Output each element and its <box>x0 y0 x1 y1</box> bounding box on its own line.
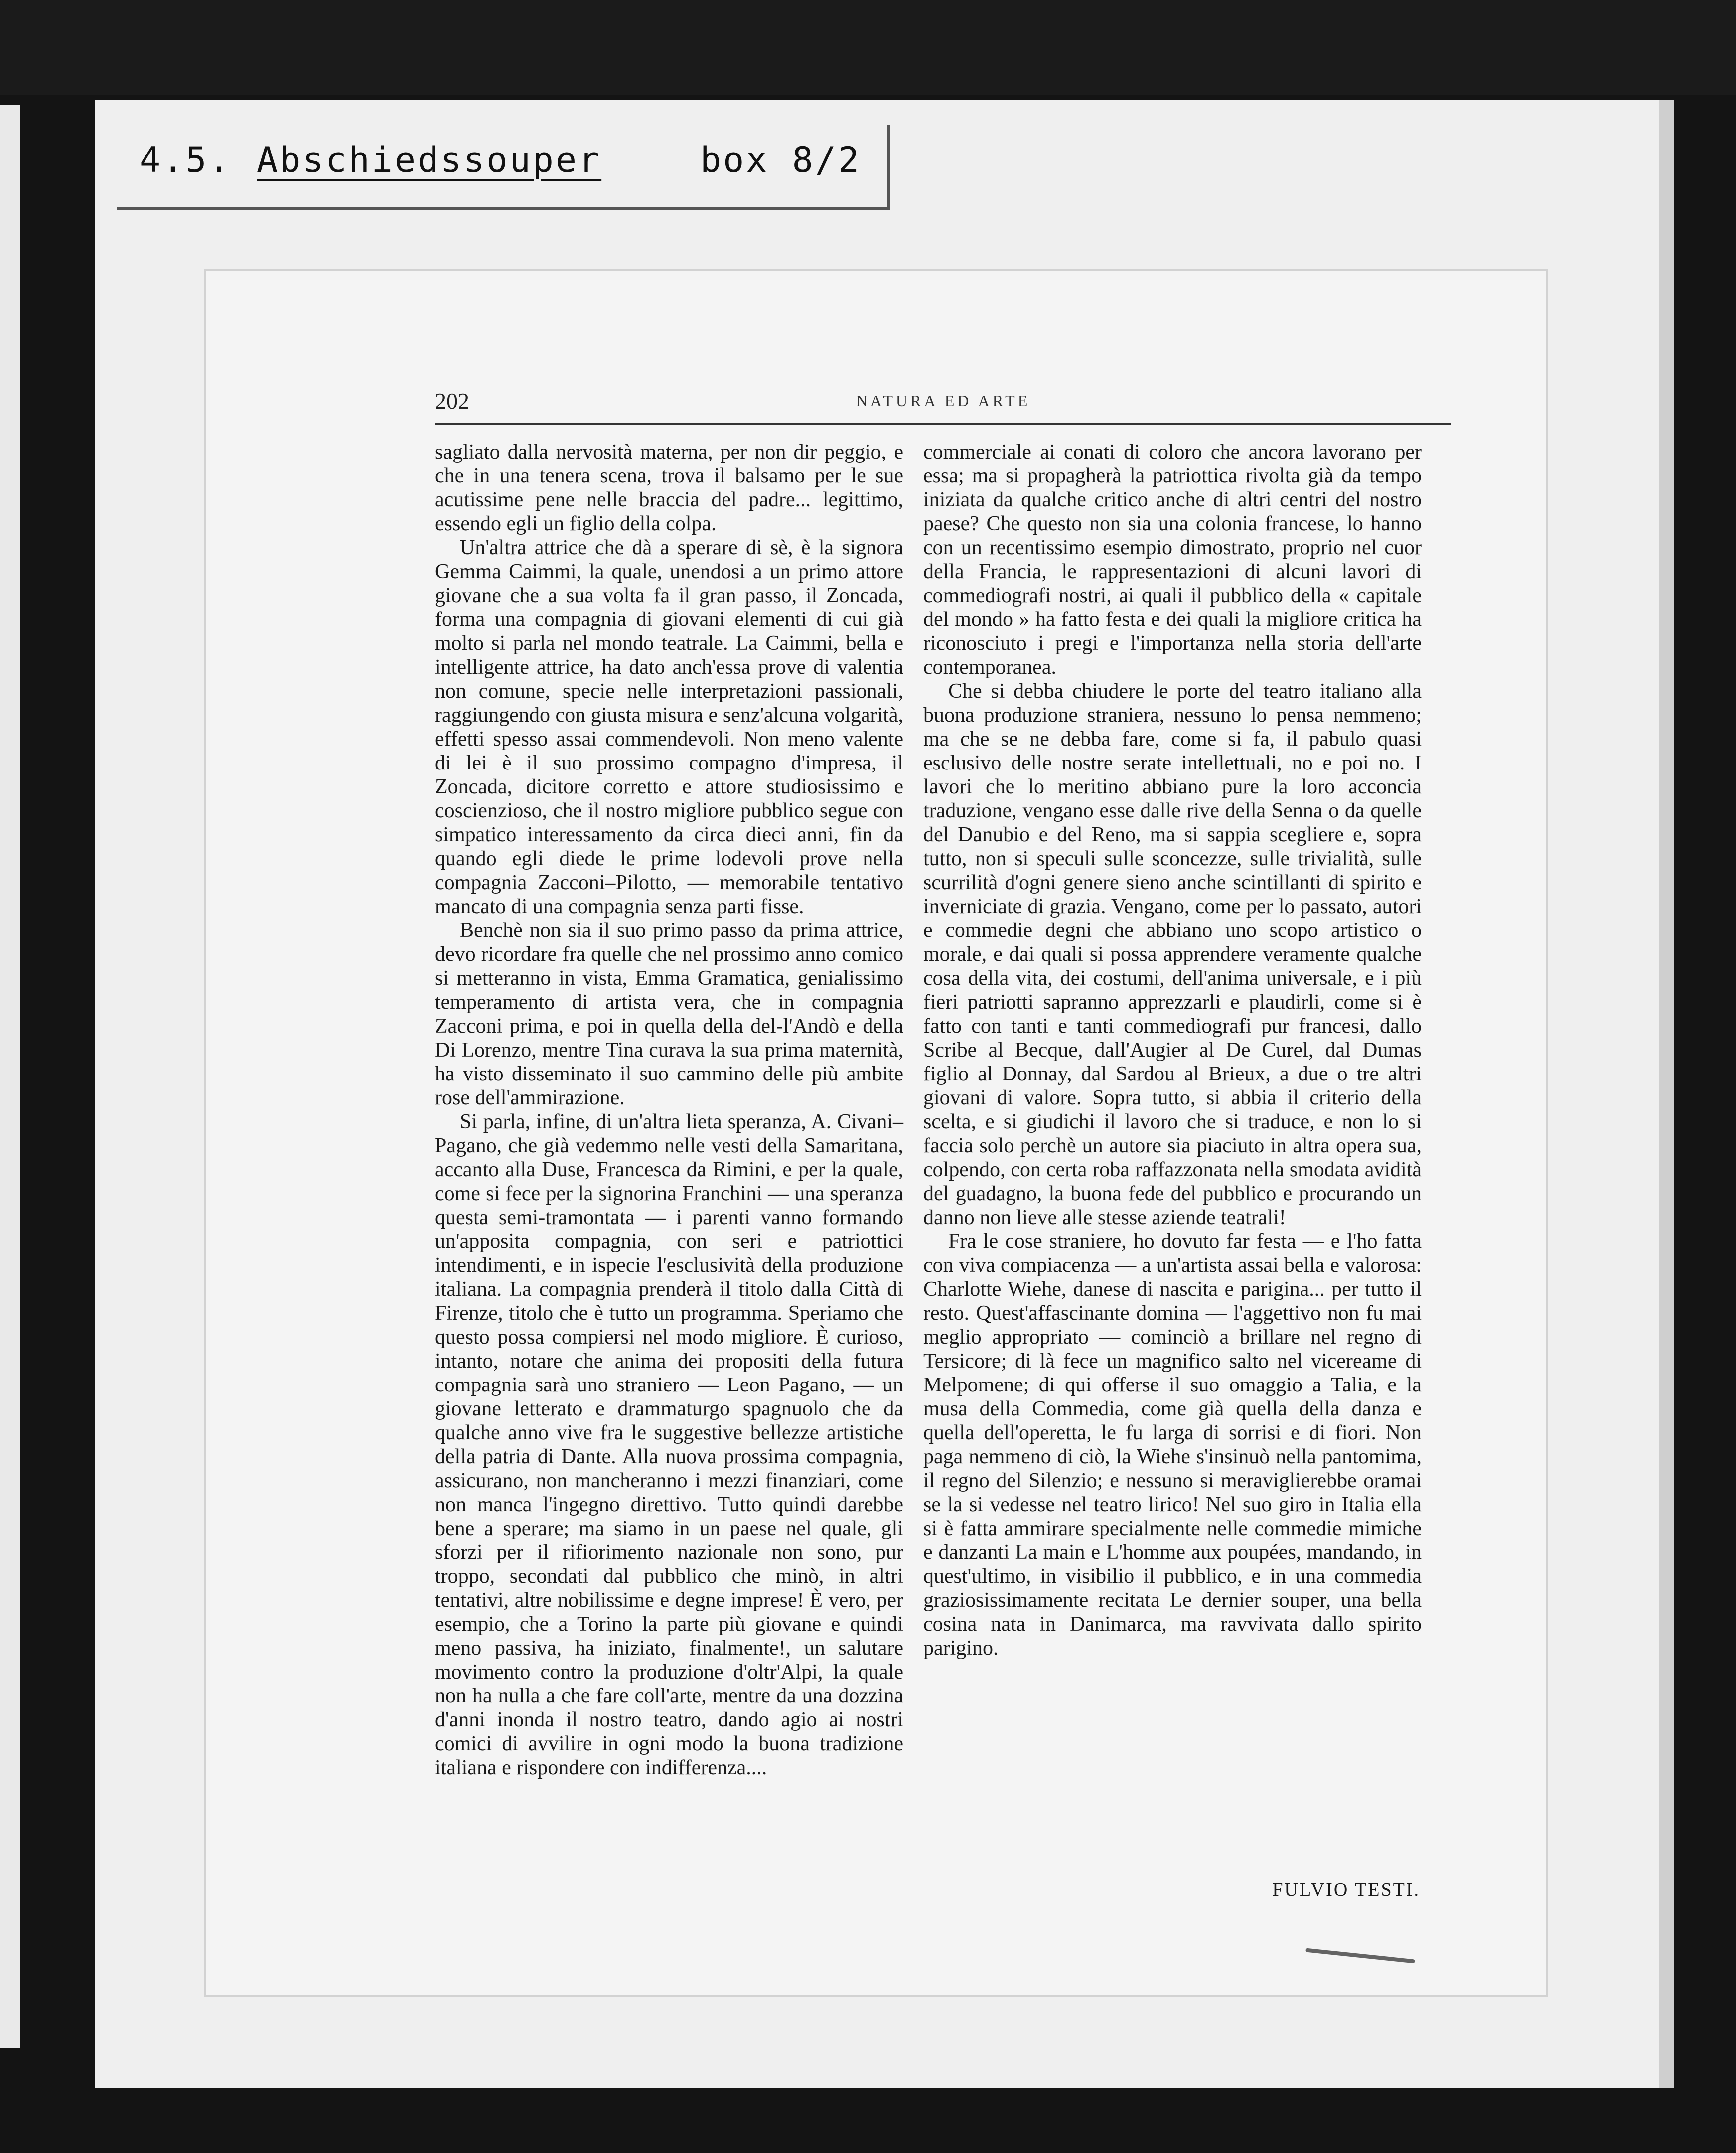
left-column <box>435 440 903 1780</box>
scan-background-top <box>0 0 1736 95</box>
paragraph: Un'altra attrice che dà a sperare di sè, è la signora Gemma Caimmi, la quale, unendosi a un primo attore giovane che a sua volta fa il gran passo, il Zoncada, forma una compagnia di giovani elementi di cui già molto si parla nel mondo teatrale. La Caimmi, bella e intelligente attrice, ha dato anch'essa prove di valentia non comune, specie nelle interpretazioni passionali, raggiungendo con giusta misura e senz'alcuna volgarità, effetti spesso assai commendevoli. Non meno valente di lei è il suo prossimo compagno d'impresa, il Zoncada, dicitore corretto e attore studiosissimo e coscienzioso, che il nostro migliore pubblico segue con simpatico interessamento da circa dieci anni, fin da quando egli diede le prime lodevoli prove nella compagnia Zacconi–Pilotto, — memorabile tentativo mancato di una compagnia senza parti fisse. <box>435 536 903 918</box>
paragraph: Fra le cose straniere, ho dovuto far festa — e l'ho fatta con viva compiacenza — a un'artista assai bella e valorosa: Charlotte Wiehe, danese di nascita e parigina... per tutto il resto. Quest'affascinante domina — l'aggettivo non fu mai meglio appropriato — cominciò a brillare nel regno di Tersicore; di là fece un magnifico salto nel vicereame di Melpomene; di qui offerse il suo omaggio a Talia, e la musa della Commedia, come già quella della danza e quella dell'operetta, le fu larga di sorrisi e di fiori. Non paga nemmeno di ciò, la Wiehe s'insinuò nella pantomima, il regno del Silenzio; e nessuno si meraviglierebbe oramai se la si vedesse nel teatro lirico! Nel suo giro in Italia ella si è fatta ammirare specialmente nelle commedie mimiche e danzanti La main e L'homme aux poupées, mandando, in quest'ultimo, in visibilio il pubblico, e in una commedia graziosissimamente recitata Le dernier souper, una bella cosina nata in Danimarca, ma ravvivata dallo spirito parigino. <box>923 1230 1422 1660</box>
archive-label-number: 4.5. <box>140 140 232 180</box>
page-number: 202 <box>435 388 469 414</box>
magazine-page <box>204 269 1548 1997</box>
paragraph: commerciale ai conati di coloro che ancora lavorano per essa; ma si propagherà la patriottica rivolta già da tempo iniziata da qualche critico anche di altri centri del nostro paese? Che questo non sia una colonia francese, lo hanno con un recentissimo esempio dimostrato, proprio nel cuor della Francia, le rappresentazioni di alcuni lavori di commediografi nostri, ai quali il pubblico della « capitale del mondo » ha fatto festa e dei quali la migliore critica ha riconosciuto i pregi e l'importanza nella storia dell'arte contemporanea. <box>923 441 1422 679</box>
archive-label <box>117 125 890 210</box>
adjacent-page-edge <box>0 105 20 2048</box>
paragraph: Si parla, infine, di un'altra lieta speranza, A. Civani–Pagano, che già vedemmo nelle vesti della Samaritana, accanto alla Duse, Francesca da Rimini, e per la quale, come si fece per la signorina Franchini — una speranza questa semi-tramontata — i parenti vanno formando un'apposita compagnia, con seri e patriottici intendimenti, e in ispecie l'esclusività della produzione italiana. La compagnia prenderà il titolo dalla Città di Firenze, titolo che è tutto un programma. Speriamo che questo possa compiersi nel modo migliore. È curioso, intanto, notare che anima dei propositi della futura compagnia sarà uno straniero — Leon Pagano, — un giovane letterato e drammaturgo spagnuolo che da qualche anno vive fra le suggestive bellezze artistiche della patria di Dante. Alla nuova prossima compagnia, assicurano, non mancheranno i mezzi finanziari, come non manca l'ingegno direttivo. Tutto quindi darebbe bene a sperare; ma siamo in un paese nel quale, gli sforzi per il rifiorimento nazionale non sono, pur troppo, secondati dal pubblico che minò, in altri tentativi, altre nobilissime e degne imprese! È vero, per esempio, che a Torino la parte più giovane e quindi meno passiva, ha iniziato, finalmente!, un salutare movimento contro la produzione d'oltr'Alpi, la quale non ha nulla a che fare coll'arte, mentre da una dozzina d'anni inonda il nostro teatro, dando agio ai nostri comici di avvilire in ogni modo la buona tradizione italiana e rispondere con indifferenza.... <box>435 1110 903 1779</box>
page-header <box>435 388 1451 425</box>
right-column <box>923 440 1422 1660</box>
paragraph: Benchè non sia il suo primo passo da prima attrice, devo ricordare fra quelle che nel prossimo anno comico si metteranno in vista, Emma Gramatica, genialissimo temperamento di artista vera, che in compagnia Zacconi prima, e poi in quella della del-l'Andò e della Di Lorenzo, mentre Tina curava la sua prima maternità, ha visto disseminato il suo cammino delle più ambite rose dell'ammirazione. <box>435 919 903 1109</box>
paragraph: sagliato dalla nervosità materna, per non dir peggio, e che in una tenera scena, trova il balsamo per le sue acutissime pene nelle braccia del padre... legittimo, essendo egli un figlio della colpa. <box>435 441 903 535</box>
author-signature: FULVIO TESTI. <box>1272 1879 1420 1900</box>
sheet-edge-shadow <box>1659 100 1674 2088</box>
archive-label-box: box 8/2 <box>700 140 862 180</box>
running-title: NATURA ED ARTE <box>856 392 1031 410</box>
archive-label-title: Abschiedssouper <box>257 140 602 180</box>
paragraph: Che si debba chiudere le porte del teatro italiano alla buona produzione straniera, nessuno lo pensa nemmeno; ma che se ne debba fare, come si fa, il pabulo quasi esclusivo delle nostre serate intellettuali, no e poi no. I lavori che lo meritino abbiano pure la loro acconcia traduzione, vengano esse dalle rive della Senna o da quelle del Danubio e del Reno, ma si sappia scegliere e, sopra tutto, non si speculi sulle sconcezze, sulle trivialità, sulle scurrilità d'ogni genere sieno anche scintillanti di spirito e inverniciate di grazia. Vengano, come per lo passato, autori e commedie degni che abbiano uno scopo artistico o morale, e dai quali si possa apprendere veramente qualche cosa della vita, dei costumi, dell'anima universale, e i più fieri patriotti sapranno apprezzarli e plaudirli, come si è fatto con tanti e tanti commediografi pur francesi, dallo Scribe al Becque, dall'Augier al De Curel, dal Dumas figlio al Donnay, dal Sardou al Brieux, a due o tre altri giovani di valore. Sopra tutto, si abbia il criterio della scelta, e si giudichi il lavoro che si traduce, e non lo si faccia solo perchè un autore sia piaciuto in altra opera sua, colpendo, con certa roba raffazzonata nella smodata avidità del guadagno, la buona fede del pubblico e procurando un danno non lieve alle stesse aziende teatrali! <box>923 680 1422 1229</box>
